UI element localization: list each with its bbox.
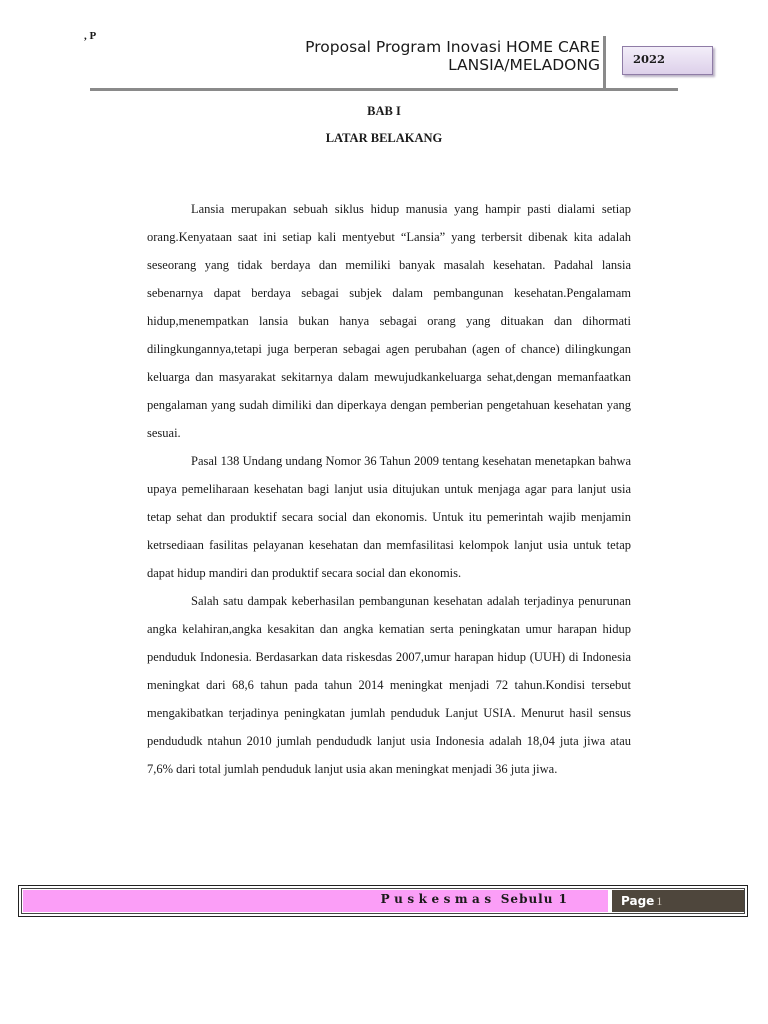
body-text xyxy=(147,195,631,783)
header-horizontal-rule xyxy=(90,88,678,91)
document-header-title xyxy=(200,38,600,74)
header-title-line-1: Proposal Program Inovasi HOME CARE xyxy=(305,38,600,56)
footer-organization xyxy=(23,892,568,906)
footer-page-number: 1 xyxy=(656,894,663,908)
footer-page-box xyxy=(612,890,744,912)
corner-mark: , P xyxy=(84,30,97,42)
footer-org-name: Sebulu 1 xyxy=(500,892,568,906)
chapter-number: BAB I xyxy=(367,104,401,118)
paragraph-2: Pasal 138 Undang undang Nomor 36 Tahun 2009 tentang kesehatan menetapkan bahwa upaya pemeliharaan kesehatan bagi lanjut usia ditujukan untuk menjaga agar para lanjut usia tetap sehat dan produktif secara social dan ekonomis. Untuk itu pemerintah wajib menjamin ketrsediaan fasilitas pelayanan kesehatan dan memfasilitasi kelompok lanjut usia untuk tetap dapat hidup mandiri dan produktif secara social dan ekonomis. xyxy=(147,454,631,580)
header-vertical-rule xyxy=(603,36,606,88)
paragraph-1: Lansia merupakan sebuah siklus hidup manusia yang hampir pasti dialami setiap orang.Kenyataan saat ini setiap kali mentyebut “Lansia” yang terbersit dibenak kita adalah seseorang yang tidak berdaya dan memiliki banyak masalah kesehatan. Padahal lansia sebenarnya dapat berdaya sebagai subjek dalam pembangunan kesehatan.Pengalamam hidup,menempatkan lansia bukan hanya sebagai orang yang dituakan dan dihormati dilingkungannya,tetapi juga berperan sebagai agen perubahan (agen of chance) dilingkungan keluarga dan masyarakat sekitarnya dalam mewujudkankeluarga sehat,dengan memanfaatkan pengalaman yang sudah dimiliki dan diperkaya dengan pemberian pengetahuan kesehatan yang sesuai. xyxy=(147,202,631,440)
paragraph-3: Salah satu dampak keberhasilan pembangunan kesehatan adalah terjadinya penurunan angka kelahiran,angka kesakitan dan angka kematian serta peningkatan umur harapan hidup penduduk Indonesia. Berdasarkan data riskesdas 2007,umur harapan hidup (UUH) di Indonesia meningkat dari 68,6 tahun pada tahun 2014 meningkat menjadi 72 tahun.Kondisi tersebut mengakibatkan terjadinya peningkatan jumlah penduduk Lanjut USIA. Menurut hasil sensus pendududk ntahun 2010 jumlah pendududk lanjut usia Indonesia adalah 18,04 juta jiwa atau 7,6% dari total jumlah penduduk lanjut usia akan meningkat menjadi 36 juta jiwa. xyxy=(147,594,631,776)
footer-org-spaced: Puskesmas xyxy=(380,892,496,906)
header-title-line-2: LANSIA/MELADONG xyxy=(448,56,600,74)
footer-page-label: Page xyxy=(621,894,655,908)
chapter-title: LATAR BELAKANG xyxy=(325,131,443,145)
year-badge: 2022 xyxy=(622,46,713,75)
